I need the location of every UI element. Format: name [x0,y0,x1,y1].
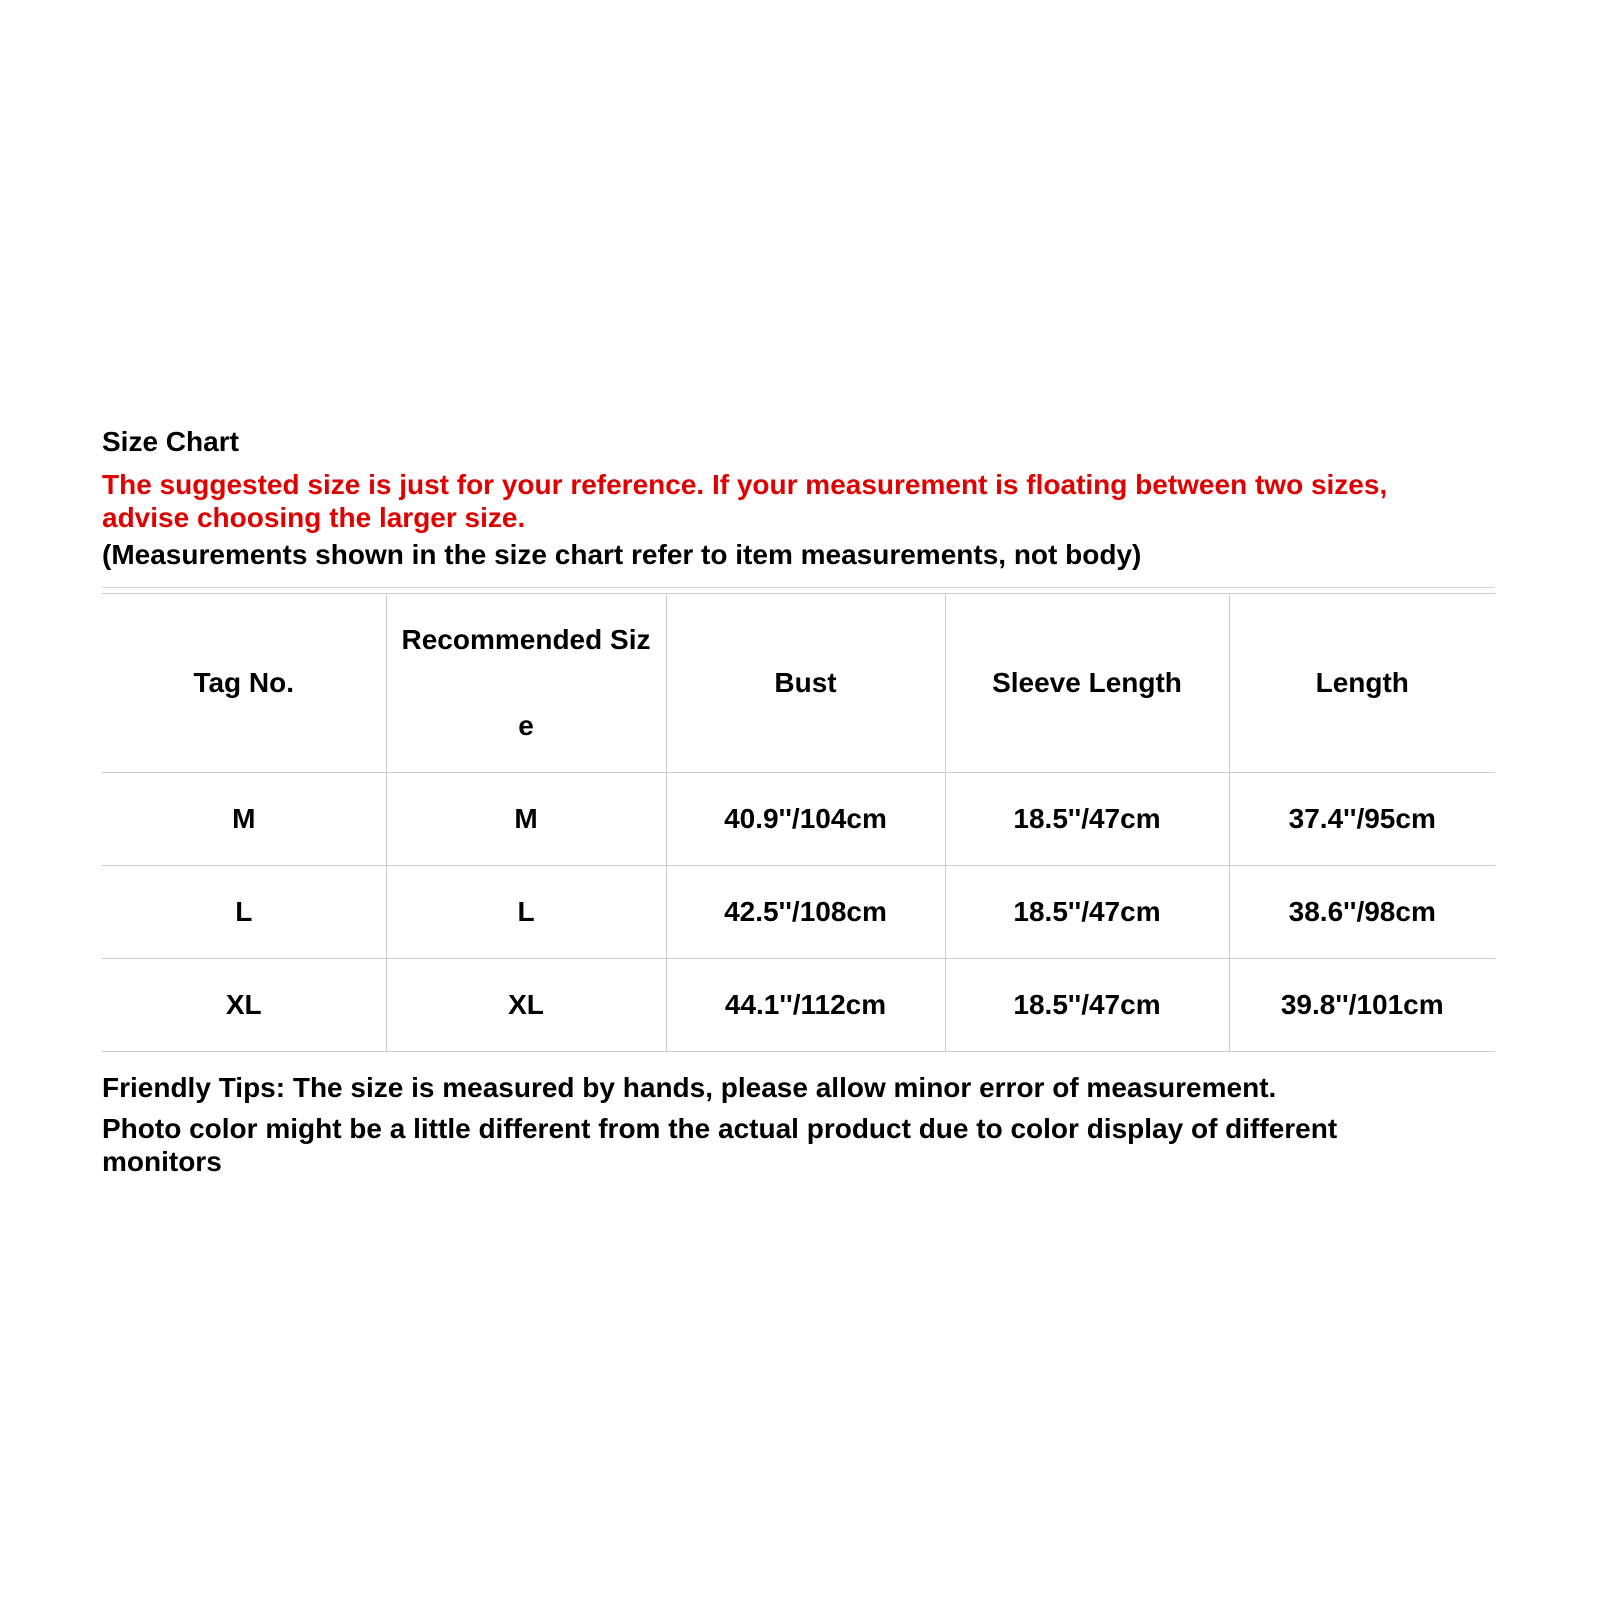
cell-bust: 40.9''/104cm [666,773,945,866]
header-length: Length [1229,594,1495,773]
size-warning-line1: The suggested size is just for your reference. If your measurement is floating between two sizes, [102,469,1388,500]
size-chart-table [102,593,1495,1052]
header-recommended-size [386,594,666,773]
table-row-xl [102,959,1495,1052]
size-warning-text [102,468,1494,534]
cell-length: 39.8''/101cm [1229,959,1495,1052]
cell-recommended-size: L [386,866,666,959]
friendly-tips-text: Friendly Tips: The size is measured by hands, please allow minor error of measurement. [102,1072,1277,1103]
cell-tag-no: L [102,866,386,959]
cell-sleeve-length: 18.5''/47cm [945,773,1229,866]
cell-length: 37.4''/95cm [1229,773,1495,866]
table-row-m [102,773,1495,866]
cell-sleeve-length: 18.5''/47cm [945,959,1229,1052]
table-header-row [102,594,1495,773]
header-recommended-size-line2: e [518,710,534,741]
page-title: Size Chart [102,426,239,457]
table-row-l [102,866,1495,959]
cell-recommended-size: M [386,773,666,866]
size-chart-content [102,424,1494,1173]
header-sleeve-length: Sleeve Length [945,594,1229,773]
cell-tag-no: M [102,773,386,866]
cell-length: 38.6''/98cm [1229,866,1495,959]
header-tag-no: Tag No. [193,667,295,698]
photo-color-note [102,1112,1494,1173]
cell-sleeve-length: 18.5''/47cm [945,866,1229,959]
cell-bust: 42.5''/108cm [666,866,945,959]
measurement-note: (Measurements shown in the size chart refer to item measurements, not body) [102,538,1494,588]
header-bust: Bust [666,594,945,773]
cell-tag-no: XL [102,959,386,1052]
size-warning-line2: advise choosing the larger size. [102,502,526,533]
photo-color-note-line1: Photo color might be a little different from the actual product due to color display of different [102,1113,1338,1144]
header-recommended-size-line1: Recommended Siz [401,624,651,655]
photo-color-note-line2: monitors [102,1146,222,1173]
cell-recommended-size: XL [386,959,666,1052]
cell-bust: 44.1''/112cm [666,959,945,1052]
